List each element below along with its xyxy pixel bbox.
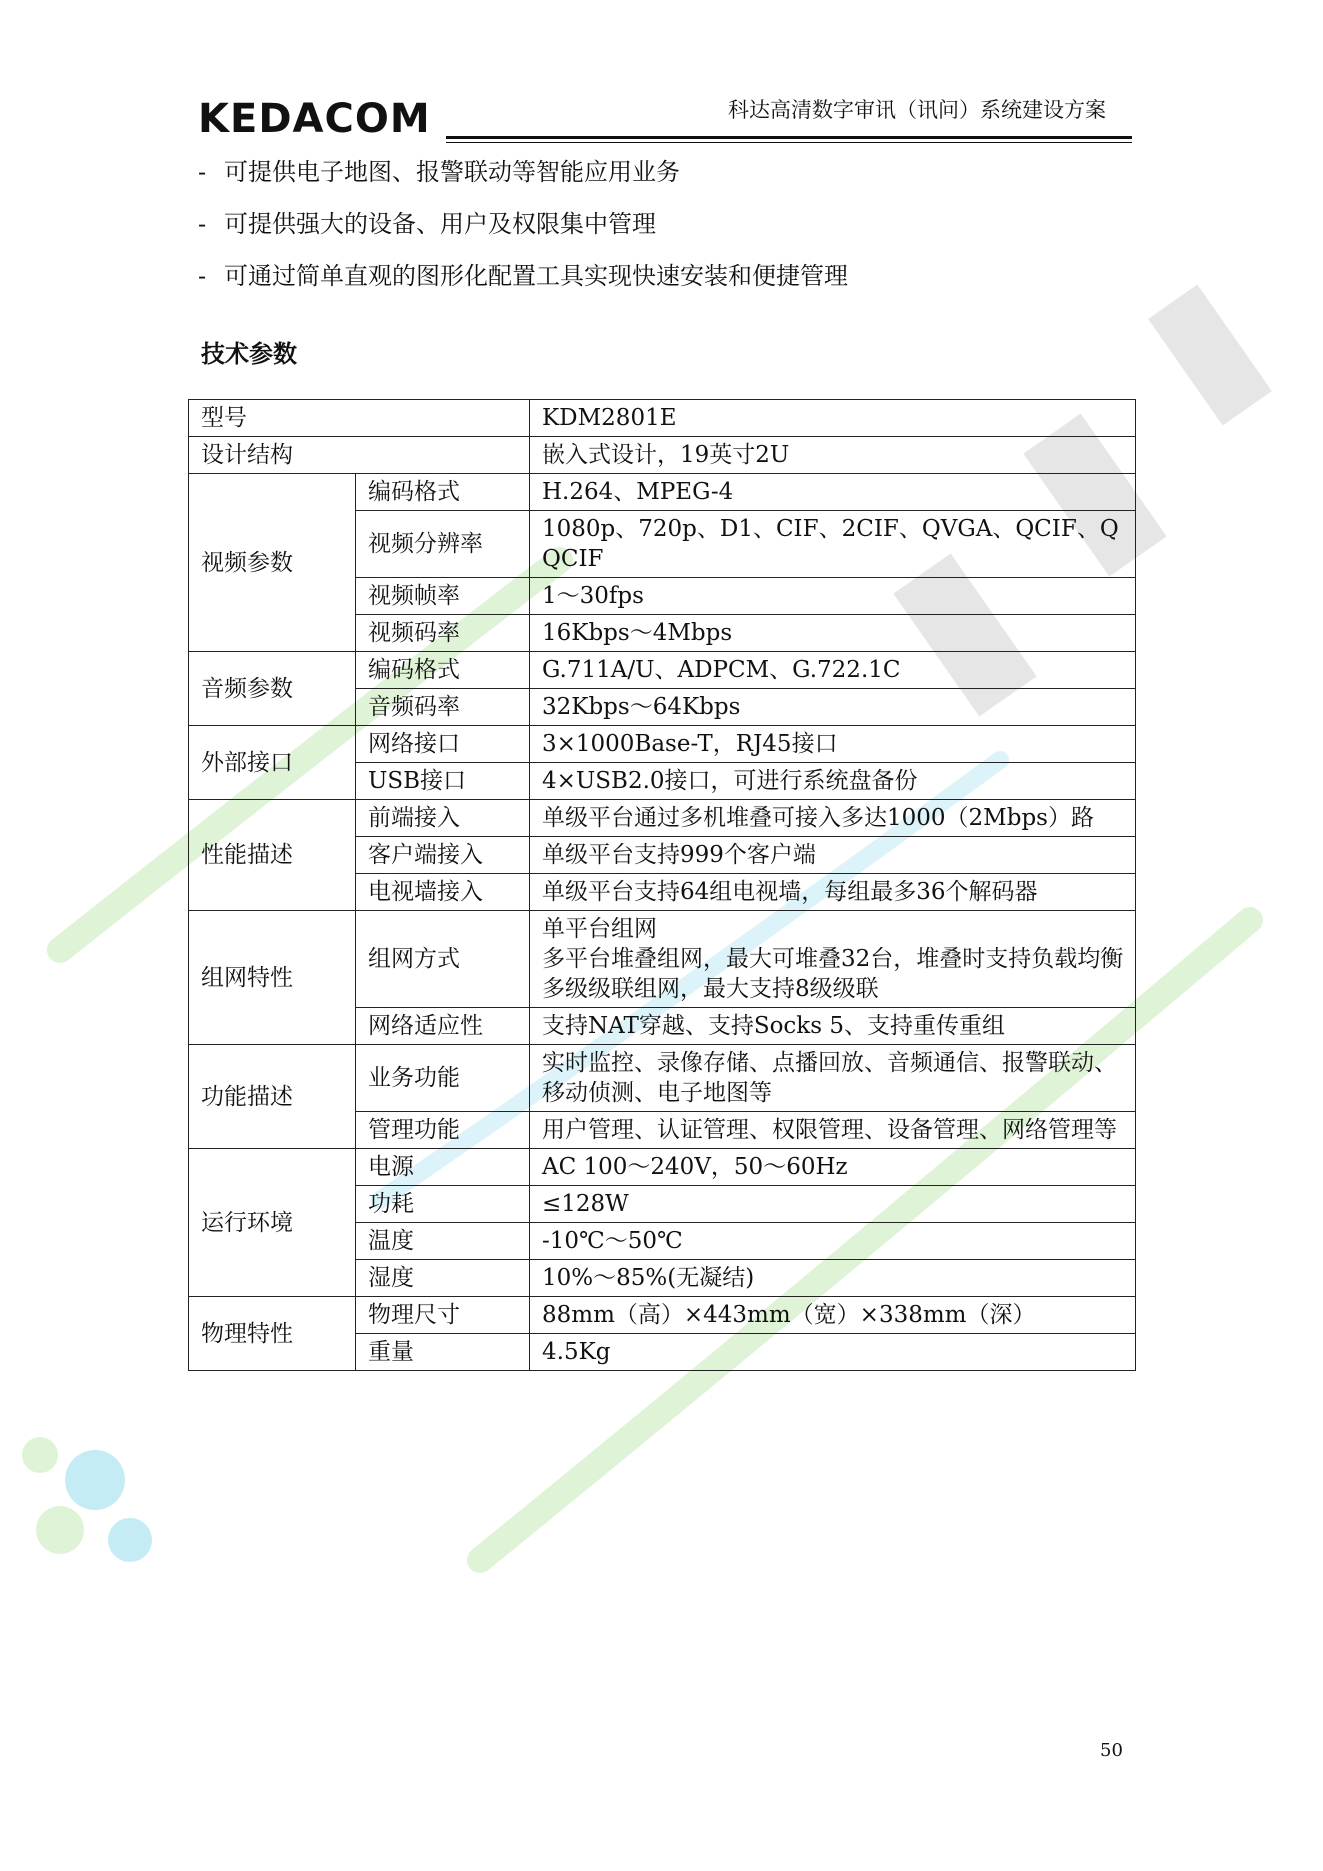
table-row <box>189 726 1136 763</box>
table-cell-label: 网络适应性 <box>356 1008 530 1045</box>
cell-line: 多平台堆叠组网，最大可堆叠32台，堆叠时支持负载均衡 <box>542 946 1124 972</box>
table-cell-label: 功耗 <box>356 1186 530 1223</box>
bullet-dash: - <box>198 262 207 290</box>
list-item <box>198 152 848 204</box>
list-item-text: 可提供电子地图、报警联动等智能应用业务 <box>224 158 680 186</box>
header-divider <box>446 136 1132 139</box>
table-row <box>189 437 1136 474</box>
table-cell-value: 4.5Kg <box>530 1334 1136 1371</box>
list-item-text: 可通过简单直观的图形化配置工具实现快速安装和便捷管理 <box>224 262 848 290</box>
table-group-label: 音频参数 <box>189 652 356 726</box>
table-cell-value: 实时监控、录像存储、点播回放、音频通信、报警联动、移动侦测、电子地图等 <box>530 1045 1136 1112</box>
table-cell-value: 32Kbps～64Kbps <box>530 689 1136 726</box>
table-cell-label: 视频码率 <box>356 615 530 652</box>
table-cell-label: 电视墙接入 <box>356 874 530 911</box>
table-cell-value: ≤128W <box>530 1186 1136 1223</box>
table-cell-value: KDM2801E <box>530 400 1136 437</box>
table-cell-value: 4×USB2.0接口，可进行系统盘备份 <box>530 763 1136 800</box>
table-cell-value: 单级平台支持999个客户端 <box>530 837 1136 874</box>
table-cell-value: 单级平台通过多机堆叠可接入多达1000（2Mbps）路 <box>530 800 1136 837</box>
section-heading: 技术参数 <box>201 340 297 368</box>
table-row <box>189 911 1136 1008</box>
table-cell-value: 嵌入式设计，19英寸2U <box>530 437 1136 474</box>
table-cell-label: 视频帧率 <box>356 578 530 615</box>
table-row <box>189 474 1136 511</box>
table-cell-label: 重量 <box>356 1334 530 1371</box>
table-group-label: 运行环境 <box>189 1149 356 1297</box>
table-cell-value: 3×1000Base-T，RJ45接口 <box>530 726 1136 763</box>
table-cell-label: 网络接口 <box>356 726 530 763</box>
table-cell-label: 电源 <box>356 1149 530 1186</box>
table-cell-label: 组网方式 <box>356 911 530 1008</box>
table-cell-label: 业务功能 <box>356 1045 530 1112</box>
table-cell-label: 客户端接入 <box>356 837 530 874</box>
page-number: 50 <box>1100 1740 1123 1761</box>
table-row <box>189 400 1136 437</box>
table-cell-value: 88mm（高）×443mm（宽）×338mm（深） <box>530 1297 1136 1334</box>
table-group-label: 性能描述 <box>189 800 356 911</box>
table-cell-label: 型号 <box>189 400 530 437</box>
page-header <box>198 92 1128 152</box>
table-cell-label: 温度 <box>356 1223 530 1260</box>
table-cell-value: 16Kbps～4Mbps <box>530 615 1136 652</box>
table-cell-label: 设计结构 <box>189 437 530 474</box>
table-cell-value <box>530 911 1136 1008</box>
table-cell-value: -10℃～50℃ <box>530 1223 1136 1260</box>
table-group-label: 物理特性 <box>189 1297 356 1371</box>
cell-line: 单平台组网 <box>542 916 657 942</box>
table-cell-value: G.711A/U、ADPCM、G.722.1C <box>530 652 1136 689</box>
table-cell-label: 编码格式 <box>356 652 530 689</box>
table-cell-value: 支持NAT穿越、支持Socks 5、支持重传重组 <box>530 1008 1136 1045</box>
list-item <box>198 204 848 256</box>
table-group-label: 外部接口 <box>189 726 356 800</box>
table-row <box>189 652 1136 689</box>
spec-table <box>188 399 1136 1371</box>
table-cell-label: 前端接入 <box>356 800 530 837</box>
cell-line: 多级级联组网，最大支持8级级联 <box>542 976 879 1002</box>
table-cell-label: 视频分辨率 <box>356 511 530 578</box>
list-item <box>198 256 848 308</box>
table-row <box>189 800 1136 837</box>
table-cell-label: 管理功能 <box>356 1112 530 1149</box>
table-cell-value: H.264、MPEG-4 <box>530 474 1136 511</box>
table-group-label: 组网特性 <box>189 911 356 1045</box>
bullet-dash: - <box>198 210 207 238</box>
table-cell-label: 物理尺寸 <box>356 1297 530 1334</box>
table-group-label: 视频参数 <box>189 474 356 652</box>
table-row <box>189 1149 1136 1186</box>
table-cell-value: AC 100～240V，50～60Hz <box>530 1149 1136 1186</box>
watermark-flower-icon <box>22 1437 152 1562</box>
header-divider-thin <box>446 142 1132 143</box>
table-cell-value: 用户管理、认证管理、权限管理、设备管理、网络管理等 <box>530 1112 1136 1149</box>
table-row <box>189 1297 1136 1334</box>
table-cell-label: 编码格式 <box>356 474 530 511</box>
feature-list <box>198 152 848 308</box>
kedacom-logo: KEDACOM <box>198 96 431 142</box>
bullet-dash: - <box>198 158 207 186</box>
table-cell-label: 湿度 <box>356 1260 530 1297</box>
table-cell-value: 1080p、720p、D1、CIF、2CIF、QVGA、QCIF、QQCIF <box>530 511 1136 578</box>
table-cell-label: USB接口 <box>356 763 530 800</box>
table-cell-value: 单级平台支持64组电视墙，每组最多36个解码器 <box>530 874 1136 911</box>
list-item-text: 可提供强大的设备、用户及权限集中管理 <box>224 210 656 238</box>
table-cell-label: 音频码率 <box>356 689 530 726</box>
table-row <box>189 1045 1136 1112</box>
table-group-label: 功能描述 <box>189 1045 356 1149</box>
table-cell-value: 1～30fps <box>530 578 1136 615</box>
table-cell-value: 10%～85%(无凝结) <box>530 1260 1136 1297</box>
document-title: 科达高清数字审讯（讯问）系统建设方案 <box>728 98 1106 122</box>
